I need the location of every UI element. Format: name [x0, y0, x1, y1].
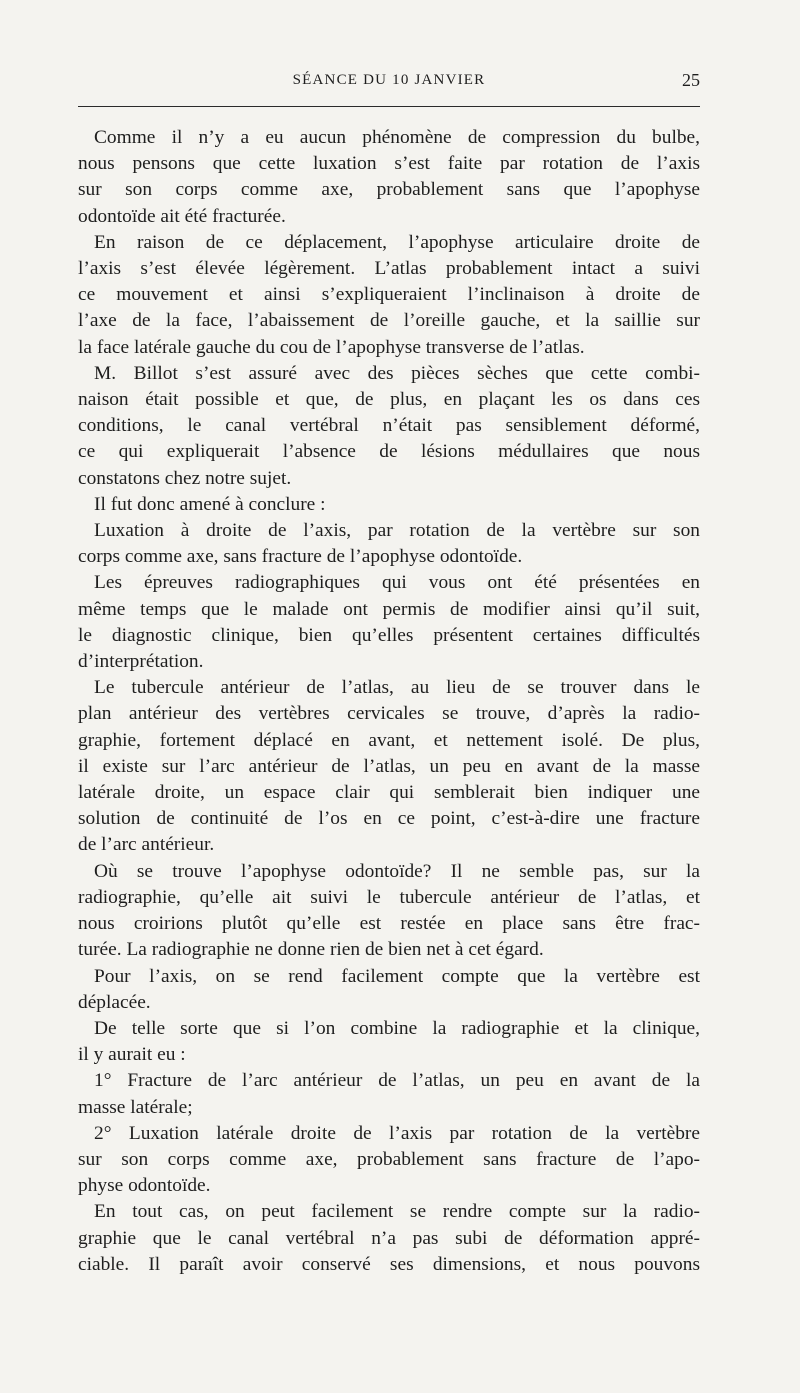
text-line: corps comme axe, sans fracture de l’apophyse odontoïde. [78, 546, 523, 568]
text-line: M. Billot s’est assuré avec des pièces sèches que cette combi- [94, 362, 700, 384]
text-line: de l’arc antérieur. [78, 834, 215, 856]
text-line: solution de continuité de l’os en ce point, c’est-à-dire une fracture [78, 808, 700, 830]
text-line: graphie, fortement déplacé en avant, et nettement isolé. De plus, [78, 729, 700, 751]
text-line: ce qui expliquerait l’absence de lésions médullaires que nous [78, 441, 700, 463]
text-line: naison était possible et que, de plus, en plaçant les os dans ces [78, 389, 700, 411]
text-line: Les épreuves radiographiques qui vous ont été présentées en [94, 572, 700, 594]
text-line: il existe sur l’arc antérieur de l’atlas, un peu en avant de la masse [78, 755, 700, 777]
page-header [78, 72, 700, 100]
text-line: conditions, le canal vertébral n’était pas sensiblement déformé, [78, 415, 700, 437]
text-line: En raison de ce déplacement, l’apophyse articulaire droite de [94, 231, 700, 253]
text-line: latérale droite, un espace clair qui semblerait bien indiquer une [78, 782, 700, 804]
text-line: De telle sorte que si l’on combine la radiographie et la clinique, [94, 1017, 700, 1039]
text-line: radiographie, qu’elle ait suivi le tubercule antérieur de l’atlas, et [78, 886, 700, 908]
text-line: l’axis s’est élevée légèrement. L’atlas probablement intact a suivi [78, 258, 700, 280]
text-line: constatons chez notre sujet. [78, 467, 292, 489]
text-line: Pour l’axis, on se rend facilement compte que la vertèbre est [94, 965, 700, 987]
text-line: l’axe de la face, l’abaissement de l’oreille gauche, et la saillie sur [78, 310, 700, 332]
text-line: En tout cas, on peut facilement se rendre compte sur la radio- [94, 1201, 700, 1223]
text-line: nous pensons que cette luxation s’est faite par rotation de l’axis [78, 153, 700, 175]
text-line: turée. La radiographie ne donne rien de bien net à cet égard. [78, 939, 544, 961]
running-title: SÉANCE DU 10 JANVIER [292, 72, 486, 88]
text-line: Luxation à droite de l’axis, par rotation de la vertèbre sur son [94, 520, 700, 542]
text-line: 1° Fracture de l’arc antérieur de l’atlas, un peu en avant de la [94, 1070, 700, 1092]
text-line: graphie que le canal vertébral n’a pas subi de déformation appré- [78, 1227, 700, 1249]
text-line: même temps que le malade ont permis de modifier ainsi qu’il suit, [78, 598, 700, 620]
text-line: physe odontoïde. [78, 1175, 211, 1197]
text-line: sur son corps comme axe, probablement sans que l’apophyse [78, 179, 700, 201]
text-line: masse latérale; [78, 1096, 193, 1118]
text-line: Où se trouve l’apophyse odontoïde? Il ne semble pas, sur la [94, 860, 700, 882]
text-line: Le tubercule antérieur de l’atlas, au lieu de se trouver dans le [94, 677, 700, 699]
header-rule [78, 106, 700, 107]
page-number: 25 [682, 70, 700, 90]
text-line: le diagnostic clinique, bien qu’elles présentent certaines difficultés [78, 624, 700, 646]
text-line: plan antérieur des vertèbres cervicales se trouve, d’après la radio- [78, 703, 700, 725]
body-text [78, 125, 700, 1278]
text-line: ce mouvement et ainsi s’expliqueraient l’inclinaison à droite de [78, 284, 700, 306]
text-line: il y aurait eu : [78, 1044, 186, 1066]
text-line: déplacée. [78, 991, 151, 1013]
text-line: ciable. Il paraît avoir conservé ses dimensions, et nous pouvons [78, 1253, 700, 1275]
text-line: Il fut donc amené à conclure : [94, 493, 326, 515]
text-line: Comme il n’y a eu aucun phénomène de compression du bulbe, [94, 127, 700, 148]
text-line: odontoïde ait été fracturée. [78, 205, 286, 227]
text-line: la face latérale gauche du cou de l’apophyse transverse de l’atlas. [78, 336, 585, 358]
text-line: sur son corps comme axe, probablement sans fracture de l’apo- [78, 1148, 700, 1170]
text-line: 2° Luxation latérale droite de l’axis par rotation de la vertèbre [94, 1122, 700, 1144]
text-line: nous croirions plutôt qu’elle est restée en place sans être frac- [78, 913, 700, 935]
text-line: d’interprétation. [78, 651, 204, 673]
